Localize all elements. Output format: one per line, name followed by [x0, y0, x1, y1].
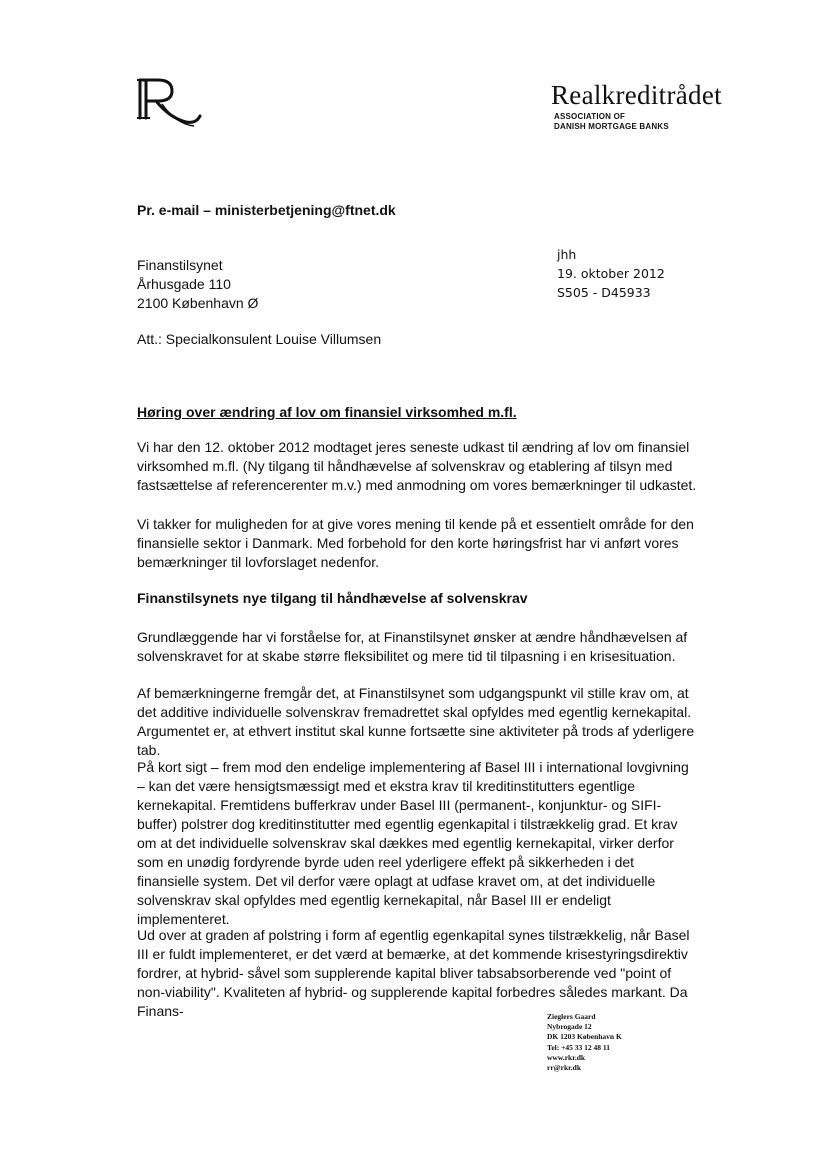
footer-website: www.rkr.dk [547, 1052, 586, 1062]
reference-case-no: S505 - D45933 [557, 285, 651, 300]
paragraph-4: Af bemærkningerne fremgår det, at Finanstilsynet som udgangspunkt vil stille krav om, at det additive individuelle solvenskrav fremadrettet skal opfyldes med egentlig kernekapital. Argumentet er, at ethvert institut skal kunne fortsætte sine aktiviteter på trods af yderligere tab. [137, 685, 695, 758]
org-letterhead [551, 78, 771, 132]
org-subtitle-2: DANISH MORTGAGE BANKS [554, 122, 669, 131]
reference-date: 19. oktober 2012 [557, 266, 665, 281]
paragraph-6: Ud over at graden af polstring i form af egentlig egenkapital synes tilstrækkelig, når Basel III er fuldt implementeret, er det værd at bemærke, at det kommende krisestyringsdirektiv fordrer, at hybrid- såvel som supplerende kapital bliver tabsabsorberende ved "point of non-viability". Kvaliteten af hybrid- og supplerende kapital forbedres således markant. Da Finans- [137, 927, 690, 1019]
footer-line-2: Nybrogade 12 [547, 1022, 592, 1032]
email-line: Pr. e-mail – ministerbetjening@ftnet.dk [137, 202, 396, 218]
paragraph-3: Grundlæggende har vi forståelse for, at Finanstilsynet ønsker at ændre håndhævelsen af solvenskravet for at skabe større fleksibilitet og mere tid til tilpasning i en krisesituation. [137, 629, 688, 664]
paragraph-5: På kort sigt – frem mod den endelige implementering af Basel III i international lovgivning – kan det være hensigtsmæssigt med et ekstra krav til kreditinstitutters egentlige kernekapital. Fremtidens bufferkrav under Basel III (permanent-, konjunktur- og SIFI-buffer) polstrer dog kreditinstitutter med egentlig egenkapital i tilstrækkelig grad. Et krav om at det individuelle solvenskrav skal dækkes med egentlig kernekapital, virker derfor som en unødig fordyrende byrde uden reel yderligere effekt på sikkerheden i det finansielle system. Det vil derfor være oplagt at udfase kravet om, at det individuelle solvenskrav skal opfyldes med egentlig kernekapital, når Basel III er endeligt implementeret. [137, 759, 689, 927]
logo-mark [136, 74, 202, 130]
recipient-address [137, 256, 258, 313]
recipient-line-3: 2100 København Ø [137, 295, 259, 311]
logo-r-icon [136, 74, 202, 130]
reference-initials: jhh [557, 247, 577, 262]
org-subtitle-1: ASSOCIATION OF [554, 112, 626, 121]
attention-line: Att.: Specialkonsulent Louise Villumsen [137, 331, 382, 347]
org-name: Realkreditrådet [551, 80, 722, 110]
section-heading: Finanstilsynets nye tilgang til håndhævelse af solvenskrav [137, 590, 528, 606]
footer-line-1: Zieglers Gaard [547, 1012, 596, 1021]
recipient-line-2: Århusgade 110 [137, 276, 231, 292]
reference-block [557, 245, 665, 302]
footer-phone: Tel: +45 33 12 48 11 [547, 1042, 610, 1052]
footer-address [547, 1012, 622, 1073]
footer-line-3: DK 1203 København K [547, 1032, 622, 1042]
recipient-line-1: Finanstilsynet [137, 257, 223, 273]
letter-subject: Høring over ændring af lov om finansiel virksomhed m.fl. [137, 404, 517, 420]
paragraph-2: Vi takker for muligheden for at give vores mening til kende på et essentielt område for den finansielle sektor i Danmark. Med forbehold for den korte høringsfrist har vi anført vores bemærkninger til lovforslaget nedenfor. [137, 516, 694, 570]
footer-email: rr@rkr.dk [547, 1063, 581, 1073]
paragraph-1: Vi har den 12. oktober 2012 modtaget jeres seneste udkast til ændring af lov om finansiel virksomhed m.fl. (Ny tilgang til håndhævelse af solvenskrav og etablering af tilsyn med fastsættelse af referencerenter m.v.) med anmodning om vores bemærkninger til udkastet. [137, 439, 697, 493]
